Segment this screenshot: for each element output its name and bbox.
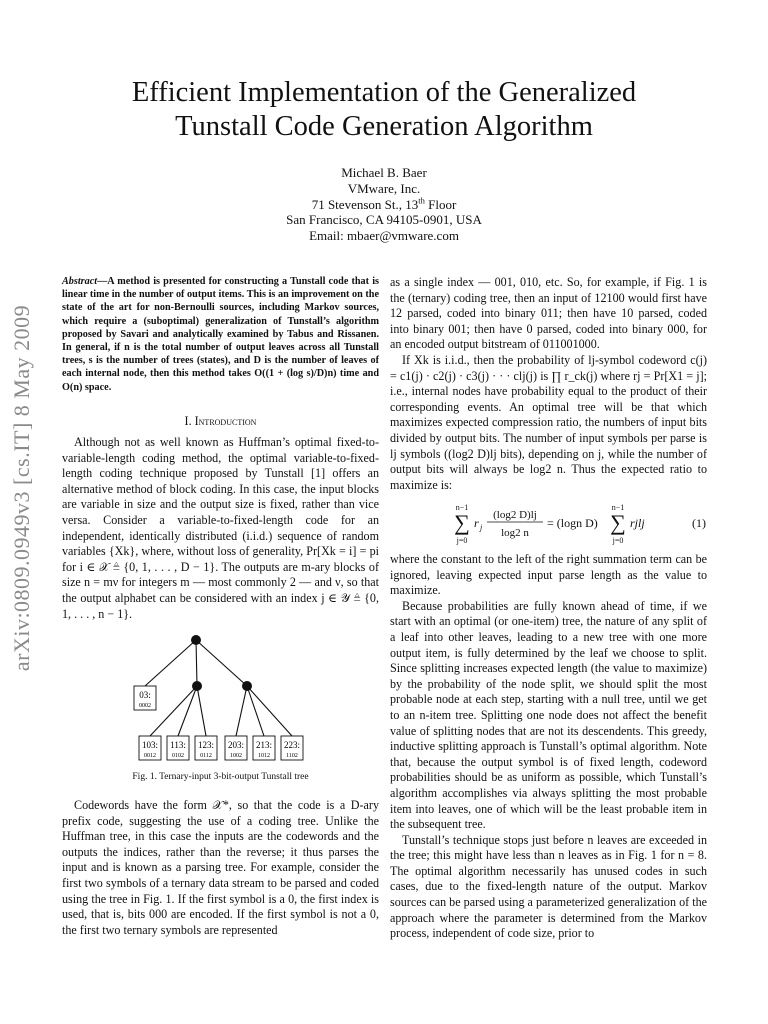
svg-text:203:: 203: — [227, 740, 245, 750]
tree-leaf — [253, 736, 275, 760]
svg-text:223:: 223: — [283, 740, 301, 750]
svg-text:(log2 D)lj: (log2 D)lj — [493, 509, 537, 521]
equation-number: (1) — [692, 516, 706, 530]
internal-node-1 — [192, 681, 202, 691]
intro-paragraph-1: Although not as well known as Huffman’s optimal fixed-to-variable-length coding method, the optimal variable-to-fixed-length coding technique proposed by Tunstall [1] offers an alternative method of block coding. In this case, the input blocks are variable in size and the output size is fixed, rather than vice versa. Consider a variable-to-fixed-length code for an independent, identically distributed (i.i.d.) sequence of random variables {Xk}, where, without loss of generality, Pr[Xk = i] = pi for i ∈ 𝒳 ≜ {0, 1, . . . , D − 1}. The outputs are m-ary blocks of size n = mν for integers m — most commonly 2 — and ν, so that the output alphabet can be considered with an index j ∈ 𝒴 ≜ {0, 1, . . . , n − 1}. — [62, 435, 379, 621]
abstract: Abstract—A method is presented for constructing a Tunstall code that is linear time in the number of output items. This is an improvement on the state of the art for non-Bernoulli sources, including Markov sources, which require a (suboptimal) generalization of Tunstall’s algorithm proposed by Savari and analytically examined by Tabus and Rissanen. In general, if n is the total number of output leaves across all Tunstall trees, s is the number of trees (states), and D is the number of leaves of each internal node, then this method takes O((1 + (log s)/D)n) time and O(n) space. — [62, 276, 379, 393]
section-heading: I. Introduction — [184, 414, 257, 428]
svg-text:j=0: j=0 — [612, 536, 624, 545]
right-paragraph-3: where the constant to the left of the right summation term can be ignored, leaving expected input parse length as the value to maximize. — [390, 552, 707, 598]
svg-text:113:: 113: — [170, 740, 186, 750]
svg-text:∑: ∑ — [610, 510, 626, 535]
svg-text:∑: ∑ — [454, 510, 470, 535]
right-paragraph-2: If Xk is i.i.d., then the probability of lj-symbol codeword c(j) = c1(j) · c2(j) · c3(j) · · · clj(j) is ∏ r_ck(j) where rj = Pr[X1 = j]; i.e., internal nodes have probability equal to the product of their corresponding events. An optimal tree will be that which maximizes expected compression ratio, the numbers of input bits divided by output bits. The number of input symbols per parse is lj symbols ((log2 D)lj bits), depending on j, while the number of output bits will always be log2 n. Thus the expected ratio to maximize is: — [390, 352, 707, 492]
svg-text:123:: 123: — [197, 740, 215, 750]
author-name: Michael B. Baer — [341, 165, 427, 180]
svg-text:n−1: n−1 — [455, 503, 469, 512]
tree-leaf — [167, 736, 189, 760]
tree-leaf — [281, 736, 303, 760]
svg-text:log2 n: log2 n — [501, 527, 529, 539]
author-email: Email: mbaer@vmware.com — [309, 228, 459, 244]
section-title: Introduction — [194, 414, 257, 428]
arxiv-stamp — [2, 255, 42, 720]
svg-text:rjlj: rjlj — [630, 516, 645, 530]
svg-text:103:: 103: — [141, 740, 159, 750]
abstract-label: Abstract — [62, 276, 98, 287]
svg-text:03:: 03: — [139, 690, 151, 700]
svg-text:213:: 213: — [255, 740, 273, 750]
svg-text:0012: 0012 — [144, 753, 156, 759]
author-block — [183, 165, 585, 244]
svg-text:j=0: j=0 — [456, 536, 468, 545]
figure-caption: Fig. 1. Ternary-input 3-bit-output Tunstall tree — [132, 772, 309, 782]
tree-leaf — [134, 686, 156, 710]
paper-title — [60, 76, 708, 144]
svg-text:1012: 1012 — [258, 753, 270, 759]
title-line-2: Tunstall Code Generation Algorithm — [175, 111, 593, 142]
svg-text:1102: 1102 — [286, 753, 298, 759]
intro-paragraph-2: Codewords have the form 𝒳*, so that the code is a D-ary prefix code, suggesting the use of a coding tree. Unlike the Huffman tree, in this case the inputs are the codewords and the outputs the indices, rather than the reverse; it thus parses the input and is known as a parsing tree. For example, consider the first two symbols of a ternary data stream to be parsed and coded using the tree in Fig. 1. If the first symbol is a 0, the first index is used, that is, bits 000 are encoded. If the first symbol is not a 0, the first two ternary symbols are represented — [62, 798, 379, 937]
root-node — [191, 635, 201, 645]
svg-text:0002: 0002 — [139, 703, 151, 709]
tree-leaf — [225, 736, 247, 760]
right-paragraph-4: Because probabilities are fully known ahead of time, if we start with an optimal (or one-item) tree, the nature of any split of a leaf into other leaves, leading to a new tree with one more output item, is fully determined by the leaf we choose to split. Since splitting increases expected length (the value to maximize) by the probability of the node split, we should split the most probable node at each step, starting with a null tree, until we get to an n-item tree. Splitting one node does not affect the benefit value of splitting nodes that are not its descendents. This greedy, inductive splitting approach is Tunstall’s optimal algorithm. Note that, because the output symbol is of fixed length, codeword probabilities should be as uniform as possible, which Tunstall’s algorithm accomplishes via always splitting the most probable item into leaves, one of which will be the least probable item in the subsequent tree. — [390, 598, 707, 832]
right-column-bottom — [390, 552, 707, 942]
right-paragraph-5: Tunstall’s technique stops just before n leaves are exceeded in the tree; this might have less than n leaves as in Fig. 1 for n = 8. The optimal algorithm necessarily has unused codes in such cases, due to the fixed-length nature of the output. Markov sources can be parsed using a parameterized generalization of the approach where the parameter is determined from the Markov process, independent of code size, prior to — [390, 832, 707, 941]
svg-text:n−1: n−1 — [611, 503, 625, 512]
equation-1 — [390, 500, 707, 548]
abstract-text: A method is presented for constructing a Tunstall code that is linear time in the number of output items. This is an improvement on the state of the art for non-Bernoulli sources, including Markov sources, which require a (suboptimal) generalization of Tunstall’s algorithm proposed by Savari and analytically examined by Tabus and Rissanen. In general, if n is the total number of output leaves across all Tunstall trees, s is the number of trees (states), and D is the number of leaves of each internal node, then this method takes O((1 + (log s)/D)n) time and O(n) space. — [62, 276, 379, 393]
internal-node-2 — [242, 681, 252, 691]
svg-text:r: r — [474, 516, 479, 530]
author-street: 71 Stevenson St., 13th Floor — [311, 195, 457, 212]
svg-text:0102: 0102 — [172, 753, 184, 759]
author-org: VMware, Inc. — [347, 180, 421, 196]
svg-text:1002: 1002 — [230, 753, 242, 759]
tree-leaf — [139, 736, 161, 760]
svg-text:= (logn D): = (logn D) — [547, 516, 598, 530]
tunstall-tree-figure — [110, 628, 330, 766]
right-paragraph-1: as a single index — 001, 010, etc. So, for example, if Fig. 1 is the (ternary) coding tree, then an input of 12100 would first have 12 parsed, coded into binary 011; then have 10 parsed, coded into binary 001; then have 0 parsed, coded into binary 000, for an encoded output bitstream of 011001000. — [390, 275, 707, 352]
tree-leaf — [195, 736, 217, 760]
arxiv-id: arXiv:0809.0949v3 [cs.IT] 8 May 2009 — [9, 304, 34, 671]
svg-text:0112: 0112 — [200, 753, 212, 759]
svg-text:j: j — [480, 523, 483, 532]
title-line-1: Efficient Implementation of the Generalized — [131, 77, 637, 108]
author-city: San Francisco, CA 94105-0901, USA — [286, 212, 482, 228]
right-column-top — [390, 275, 707, 493]
